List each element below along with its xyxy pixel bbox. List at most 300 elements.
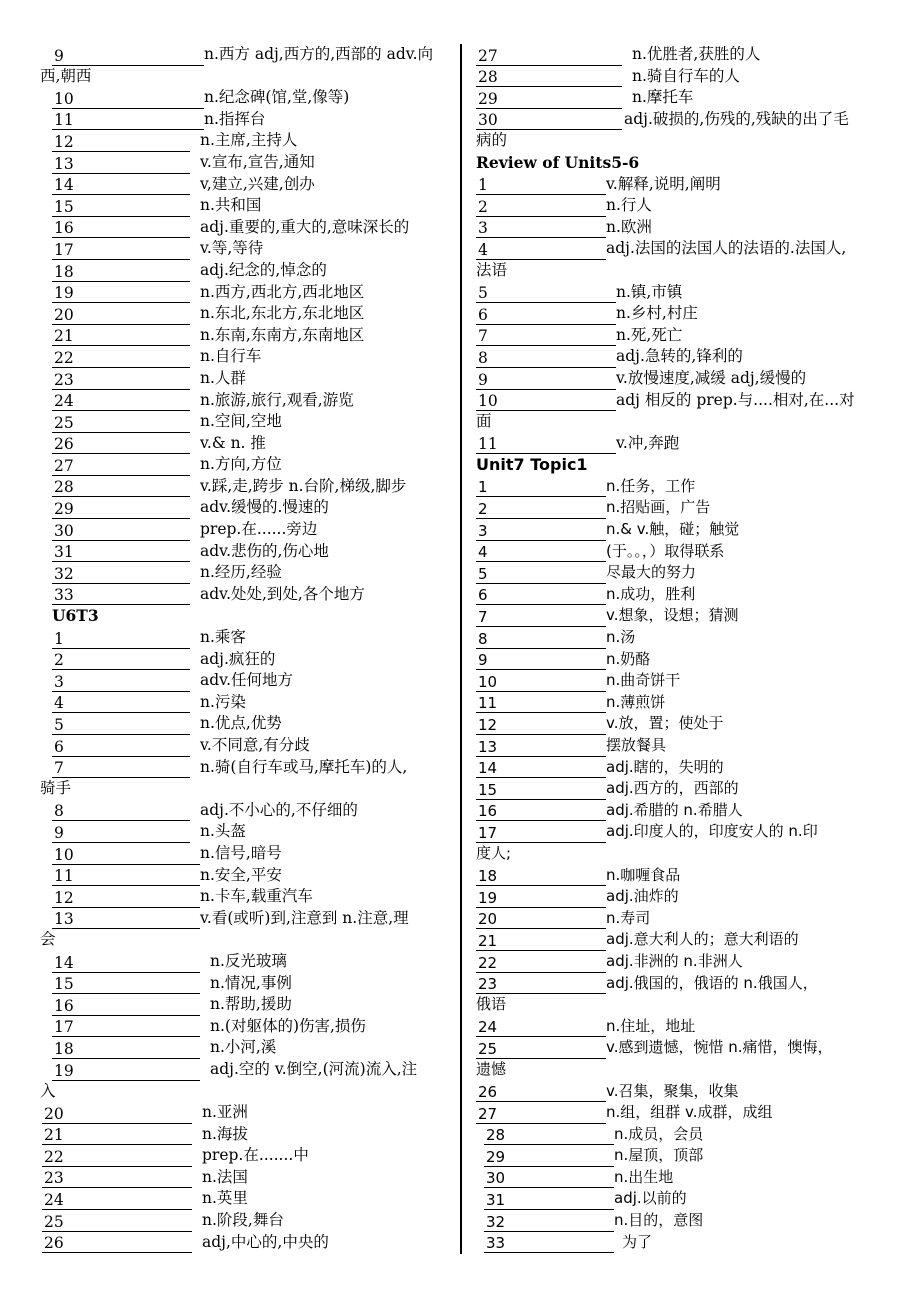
vocab-entry [476,1188,894,1210]
entry-definition: n.咖喱食品 [606,865,681,884]
entry-number-blank: 10 [476,391,616,411]
entry-definition: n.东北,东北方,东北地区 [200,304,365,323]
vocab-entry [40,1059,453,1081]
entry-number-blank: 15 [52,197,190,217]
entry-definition: 摆放餐具 [606,736,667,754]
column-divider [460,44,462,1254]
entry-definition: n.阶段,舞台 [202,1211,284,1230]
entry-number-blank: 25 [52,413,190,433]
entry-number-blank: 23 [476,974,606,994]
vocab-entry [476,757,894,779]
entry-definition: n.头盔 [200,822,246,841]
vocab-entry [40,886,453,908]
vocab-entry [476,1145,894,1167]
entry-definition: n.优点,优势 [200,714,282,733]
entry-definition: (于。。，）取得联系 [606,541,725,560]
entry-definition: n.目的，意图 [614,1211,704,1230]
vocab-entry [40,174,453,196]
entry-number-blank: 26 [42,1233,192,1253]
entry-definition: adj.法国的法国人的法语的.法国人, [606,239,847,258]
vocab-entry [476,1124,894,1146]
entry-definition: v.感到遗憾，惋惜 n.痛惜，懊悔， [606,1038,833,1057]
entry-definition: n.自行车 [200,347,262,366]
vocab-entry [40,584,453,606]
entry-number-blank: 19 [52,283,190,303]
vocab-entry [40,497,453,519]
vocab-entry [40,670,453,692]
vocab-entry [40,1167,453,1189]
entry-number-blank: 29 [476,89,622,109]
vocab-entry [476,109,894,131]
entry-number-blank: 18 [52,1039,200,1059]
vocab-entry [40,541,453,563]
entry-definition: n.成功，胜利 [606,584,696,603]
entry-definition: n.西方,西北方,西北地区 [200,282,365,301]
entry-definition: n.出生地 [614,1167,674,1186]
entry-definition: n.乡村,村庄 [616,304,698,323]
entry-number-blank: 18 [476,866,606,886]
definition-continuation: 法语 [476,260,508,279]
entry-number-blank: 11 [52,866,200,886]
entry-definition: adj.西方的，西部的 [606,779,739,798]
entry-number-blank: 8 [476,348,616,368]
entry-number-blank: 6 [476,585,606,605]
vocab-entry [476,368,894,390]
entry-number-blank: 13 [52,909,200,929]
entry-definition: n.经历,经验 [200,563,282,582]
entry-definition: n.组，组群 v.成群，成组 [606,1103,773,1122]
entry-number-blank: 20 [42,1104,192,1124]
vocab-entry [476,1210,894,1232]
vocab-entry [476,1167,894,1189]
entry-number-blank: 22 [42,1147,192,1167]
vocab-entry [476,713,894,735]
vocab-entry [40,1232,453,1254]
entry-definition: n.成员，会员 [614,1124,704,1143]
vocab-entry [476,282,894,304]
definition-continuation: 遗憾 [476,1059,507,1078]
vocab-entry [476,238,894,260]
entry-number-blank: 24 [476,1017,606,1037]
entry-number-blank: 7 [476,326,616,346]
vocab-entry [40,390,453,412]
entry-number-blank: 27 [476,46,622,66]
entry-number-blank: 16 [52,218,190,238]
entry-number-blank: 29 [484,1147,614,1167]
entry-definition: n.行人 [606,196,652,215]
entry-number-blank: 17 [52,240,190,260]
entry-definition: n.欧洲 [606,217,652,236]
vocab-entry [476,1081,894,1103]
entry-number-blank: 22 [52,348,190,368]
entry-definition: n.旅游,旅行,观看,游览 [200,390,354,409]
vocab-entry [40,476,453,498]
vocab-entry [40,1016,453,1038]
entry-number-blank: 4 [476,240,606,260]
entry-number-blank: 30 [476,110,622,130]
entry-definition: adj.疯狂的 [200,649,276,668]
entry-number-blank: 2 [52,650,190,670]
entry-definition: n.小河,溪 [210,1038,277,1057]
entry-number-blank: 28 [484,1125,614,1145]
entry-definition: n.摩托车 [632,88,694,107]
entry-definition: v.看(或听)到,注意到 n.注意,理 [200,908,409,927]
entry-number-blank: 12 [52,132,190,152]
entry-definition: n.奶酪 [606,649,651,668]
entry-number-blank: 14 [476,758,606,778]
entry-number-blank: 22 [476,953,606,973]
definition-continuation: 面 [476,412,492,431]
entry-definition: n.指挥台 [204,109,266,128]
entry-definition: v.不同意,有分歧 [200,736,310,754]
vocab-entry [40,260,453,282]
entry-definition: adj.重要的,重大的,意味深长的 [200,217,410,236]
entry-definition: 尽最大的努力 [606,563,697,582]
vocab-entry [476,951,894,973]
entry-number-blank: 23 [42,1168,192,1188]
entry-definition: v.& n. 推 [200,433,266,452]
entry-definition: n.反光玻璃 [210,951,287,970]
entry-number-blank: 6 [52,737,190,757]
vocab-entry [476,886,894,908]
entry-definition: n.任务，工作 [606,476,696,495]
vocab-entry [40,1037,453,1059]
entry-number-blank: 27 [52,456,190,476]
vocab-entry [476,692,894,714]
vocab-entry [476,1037,894,1059]
entry-definition: n.寿司 [606,908,651,927]
entry-definition: adj.纪念的,悼念的 [200,260,327,279]
entry-number-blank: 26 [52,434,190,454]
entry-definition: n.纪念碑(馆,堂,像等) [204,88,350,107]
entry-definition: n.招贴画，广告 [606,498,711,517]
section-heading: Review of Units5-6 [476,152,640,172]
vocab-entry [476,87,894,109]
entry-number-blank: 9 [52,46,204,66]
entry-number-blank: 2 [476,197,606,217]
entry-number-blank: 9 [476,370,616,390]
vocab-entry [40,627,453,649]
vocab-entry [476,195,894,217]
vocab-entry [40,519,453,541]
entry-definition: prep.在.......中 [202,1146,309,1165]
vocab-entry [476,541,894,563]
entry-definition: v.召集，聚集，收集 [606,1081,739,1100]
entry-definition: n.死,死亡 [616,325,683,344]
vocab-entry [40,800,453,822]
vocab-entry [40,303,453,325]
entry-number-blank: 19 [476,888,606,908]
entry-definition: v.踩,走,跨步 n.台阶,梯级,脚步 [200,476,407,495]
vocab-entry [476,778,894,800]
entry-definition: n.海拔 [202,1124,248,1143]
entry-number-blank: 1 [476,175,606,195]
entry-definition: n.乘客 [200,628,246,647]
entry-definition: prep.在......旁边 [200,520,318,539]
entry-number-blank: 15 [52,974,200,994]
entry-number-blank: 31 [52,542,190,562]
vocab-entry [40,757,453,779]
entry-number-blank: 24 [42,1190,192,1210]
vocab-entry [476,735,894,757]
entry-number-blank: 10 [52,845,200,865]
entry-definition: n.污染 [200,692,246,711]
entry-definition: n.西方 adj,西方的,西部的 adv.向 [204,45,434,63]
entry-definition: n.安全,平安 [200,865,282,884]
vocab-entry [476,649,894,671]
entry-definition: n.亚洲 [202,1103,248,1122]
vocab-entry [476,346,894,368]
entry-number-blank: 25 [476,1039,606,1059]
vocab-entry [476,605,894,627]
entry-number-blank: 33 [484,1233,614,1253]
entry-definition: adj.瞎的，失明的 [606,757,724,776]
definition-continuation: 入 [40,1081,56,1100]
vocab-entry [40,44,453,66]
vocab-entry [40,994,453,1016]
entry-number-blank: 4 [52,693,190,713]
entry-number-blank: 1 [52,629,190,649]
entry-definition: n.空间,空地 [200,412,282,431]
entry-number-blank: 28 [476,67,622,87]
definition-continuation: 病的 [476,131,508,150]
definition-continuation: 西,朝西 [40,66,92,85]
entry-number-blank: 12 [52,888,200,908]
vocab-entry [476,519,894,541]
entry-number-blank: 20 [52,305,190,325]
entry-definition: n.卡车,载重汽车 [200,887,313,906]
entry-number-blank: 3 [52,672,190,692]
vocab-entry [40,692,453,714]
vocab-entry [476,44,894,66]
entry-number-blank: 32 [484,1212,614,1232]
vocab-entry [40,735,453,757]
entry-number-blank: 1 [476,477,606,497]
entry-definition: n.曲奇饼干 [606,671,681,690]
entry-definition: n.信号,暗号 [200,843,282,862]
entry-definition: adj.急转的,锋利的 [616,347,743,366]
entry-number-blank: 12 [476,715,606,735]
entry-number-blank: 9 [476,650,606,670]
entry-number-blank: 23 [52,370,190,390]
entry-definition: adj.非洲的 n.非洲人 [606,951,743,970]
vocab-entry [40,238,453,260]
entry-number-blank: 9 [52,823,190,843]
vocab-entry [40,1102,453,1124]
entry-definition: n.骑自行车的人 [632,66,740,85]
vocab-entry [40,843,453,865]
vocab-entry [40,908,453,930]
entry-number-blank: 10 [476,672,606,692]
entry-definition: n.情况,事例 [210,973,292,992]
entry-definition: n.主席,主持人 [200,131,298,150]
entry-definition: v,建立,兴建,创办 [200,174,315,193]
entry-number-blank: 13 [52,154,190,174]
entry-number-blank: 19 [52,1061,200,1081]
entry-definition: adj.油炸的 [606,887,679,906]
definition-continuation: 俄语 [476,995,507,1014]
vocab-entry [40,109,453,131]
entry-number-blank: 5 [52,715,190,735]
vocab-entry [476,670,894,692]
entry-number-blank: 6 [476,305,616,325]
entry-definition: adv.任何地方 [200,671,294,690]
vocab-entry [40,1124,453,1146]
vocab-entry [476,1102,894,1124]
entry-definition: adv.处处,到处,各个地方 [200,584,365,603]
entry-number-blank: 11 [52,110,204,130]
entry-number-blank: 26 [476,1082,606,1102]
vocab-entry [476,1232,894,1254]
entry-number-blank: 4 [476,542,606,562]
entry-definition: v.等,等待 [200,239,264,258]
vocab-entry [476,433,894,455]
entry-number-blank: 25 [42,1212,192,1232]
entry-definition: adj.空的 v.倒空,(河流)流入,注 [210,1059,418,1078]
entry-number-blank: 16 [476,801,606,821]
entry-definition: n.东南,东南方,东南地区 [200,325,365,344]
entry-definition: adj,中心的,中央的 [202,1232,329,1251]
entry-definition: adj.不小心的,不仔细的 [200,800,358,819]
entry-number-blank: 11 [476,693,606,713]
vocab-entry [40,713,453,735]
entry-number-blank: 7 [476,607,606,627]
entry-number-blank: 14 [52,953,200,973]
entry-number-blank: 17 [52,1017,200,1037]
entry-number-blank: 20 [476,909,606,929]
entry-number-blank: 15 [476,780,606,800]
entry-definition: n.(对躯体的)伤害,损伤 [210,1016,366,1035]
entry-number-blank: 13 [476,737,606,757]
entry-number-blank: 29 [52,499,190,519]
vocab-entry [476,584,894,606]
left-column [40,44,453,1253]
entry-definition: v.放慢速度,减缓 adj,缓慢的 [616,368,807,387]
entry-number-blank: 2 [476,499,606,519]
entry-definition: n.住址，地址 [606,1016,696,1035]
vocab-entry [476,865,894,887]
entry-definition: adj.希腊的 n.希腊人 [606,800,743,819]
vocab-entry [476,303,894,325]
entry-definition: n.人群 [200,368,246,387]
vocab-entry [40,821,453,843]
vocab-entry [40,130,453,152]
vocab-entry [40,1188,453,1210]
vocab-entry [40,217,453,239]
vocab-entry [40,865,453,887]
entry-definition: adj.以前的 [614,1189,687,1208]
entry-number-blank: 17 [476,823,606,843]
vocab-entry [476,562,894,584]
definition-continuation: 会 [40,930,56,949]
vocab-entry [40,195,453,217]
entry-definition: n.& v.触，碰；触觉 [606,520,740,539]
entry-number-blank: 3 [476,521,606,541]
entry-definition: adj 相反的 prep.与....相对,在...对 [616,390,855,409]
entry-number-blank: 5 [476,564,606,584]
vocab-entry [40,346,453,368]
vocab-entry [476,217,894,239]
entry-definition: adj.意大利人的；意大利语的 [606,930,799,949]
entry-definition: v.解释,说明,阐明 [606,174,721,193]
entry-definition: v.冲,奔跑 [616,433,680,452]
vocab-entry [476,973,894,995]
vocab-entry [476,174,894,196]
entry-number-blank: 30 [52,521,190,541]
section-heading: U6T3 [52,606,99,626]
vocab-entry [40,1145,453,1167]
entry-number-blank: 27 [476,1104,606,1124]
entry-number-blank: 16 [52,996,200,1016]
entry-definition: adv.缓慢的.慢速的 [200,498,329,517]
vocab-entry [476,66,894,88]
vocab-entry [40,1210,453,1232]
entry-number-blank: 31 [484,1190,614,1210]
entry-definition: n.英里 [202,1189,248,1208]
entry-definition: v.放，置；使处于 [606,714,724,733]
entry-definition: adj.俄国的，俄语的 n.俄国人， [606,973,818,992]
entry-definition: n.方向,方位 [200,455,282,474]
vocab-entry [40,368,453,390]
right-column [476,44,894,1253]
entry-number-blank: 7 [52,758,190,778]
entry-definition: n.骑(自行车或马,摩托车)的人, [200,757,408,776]
vocab-entry [40,152,453,174]
entry-definition: n.屋顶，顶部 [614,1146,704,1165]
entry-number-blank: 14 [52,175,190,195]
entry-number-blank: 5 [476,283,616,303]
entry-definition: n.汤 [606,628,636,647]
vocab-entry [40,282,453,304]
entry-definition: n.帮助,援助 [210,995,292,1014]
entry-number-blank: 3 [476,218,606,238]
entry-definition: n.法国 [202,1167,248,1186]
vocab-entry [40,649,453,671]
entry-definition: n.优胜者,获胜的人 [632,45,761,63]
entry-number-blank: 30 [484,1168,614,1188]
vocab-entry [40,87,453,109]
entry-number-blank: 21 [42,1125,192,1145]
entry-number-blank: 21 [52,326,190,346]
entry-number-blank: 21 [476,931,606,951]
vocab-entry [476,1016,894,1038]
vocab-entry [40,433,453,455]
definition-continuation: 骑手 [40,779,72,798]
entry-number-blank: 24 [52,391,190,411]
vocab-entry [476,821,894,843]
vocab-entry [476,908,894,930]
vocab-entry [476,497,894,519]
vocab-entry [476,929,894,951]
entry-number-blank: 18 [52,262,190,282]
vocab-entry [40,973,453,995]
vocab-entry [40,325,453,347]
vocab-entry [40,411,453,433]
entry-definition: adv.悲伤的,伤心地 [200,541,329,560]
definition-continuation: 度人; [476,843,512,862]
entry-number-blank: 8 [476,629,606,649]
entry-definition: n.镇,市镇 [616,282,683,301]
vocab-entry [476,800,894,822]
vocab-entry [476,627,894,649]
entry-number-blank: 28 [52,477,190,497]
vocab-entry [476,476,894,498]
section-heading: Unit7 Topic1 [476,455,588,475]
vocab-entry [476,390,894,412]
entry-number-blank: 32 [52,564,190,584]
vocab-entry [476,325,894,347]
entry-number-blank: 33 [52,585,190,605]
